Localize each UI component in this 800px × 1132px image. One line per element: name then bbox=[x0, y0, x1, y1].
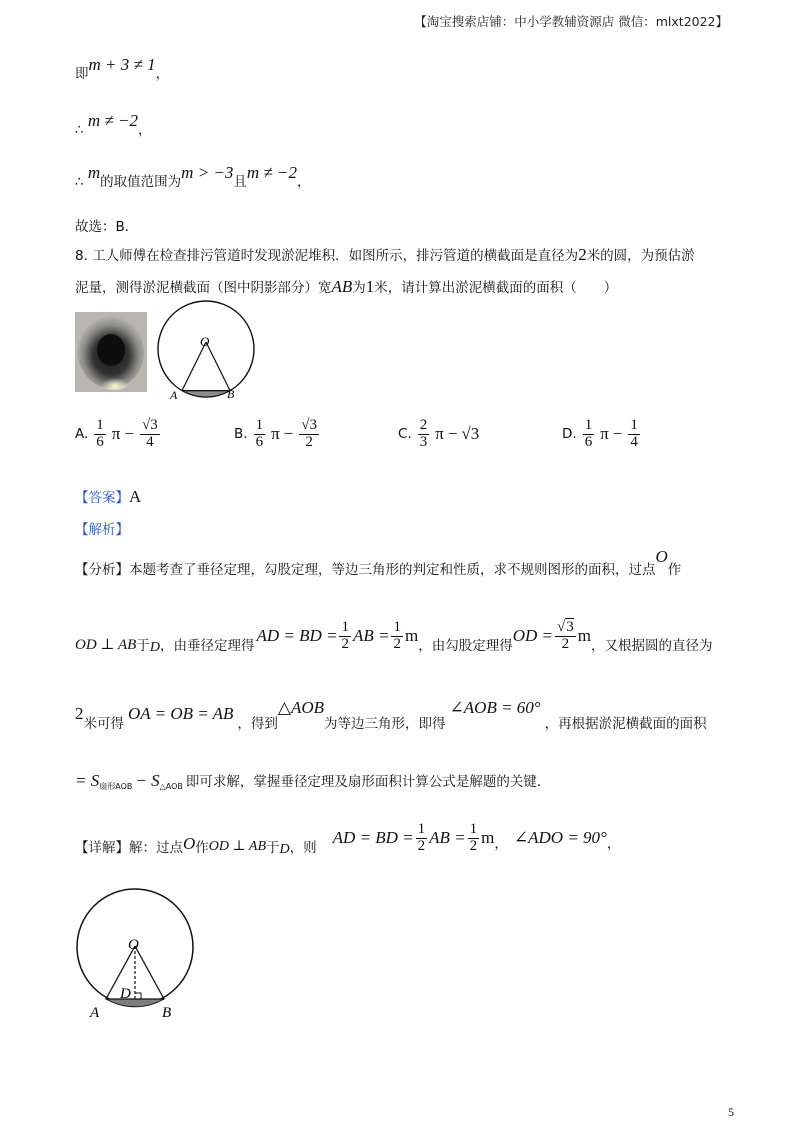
pipe-photo bbox=[75, 312, 147, 392]
prev-line-1: 即m + 3 ≠ 1， bbox=[75, 55, 170, 82]
analysis-line-4: = S 扇形AOB − S △AOB 即可求解，掌握垂径定理及扇形面积计算公式是解题的关键． bbox=[75, 771, 551, 791]
analysis-tag: 【解析】 bbox=[75, 522, 129, 538]
option-a[interactable]: A. $\frac{1}{6}$ π − $\frac{√3}{4}$ bbox=[75, 417, 158, 450]
analysis-line-3: 2 米可得 OA = OB = AB ，得到 △AOB 为等边三角形，即得 ∠AOB = 60° ，再根据淤泥横截面的面积 bbox=[75, 698, 707, 732]
question-line-1: 8. 工人师傅在检查排污管道时发现淤泥堆积．如图所示，排污管道的横截面是直径为2米的圆，为预估淤 bbox=[75, 245, 695, 264]
fig1-label-b: B bbox=[227, 387, 235, 401]
answer-line: 【答案】A bbox=[75, 487, 142, 506]
question-line-2: 泥量，测得淤泥横截面（图中阴影部分）宽AB为1米，请计算出淤泥横截面的面积（ ） bbox=[75, 277, 618, 296]
fig2-label-a: A bbox=[90, 1005, 100, 1021]
option-c[interactable]: C. $\frac{2}{3}$ π − √3 bbox=[398, 417, 480, 450]
prev-line-3: ∴ m的取值范围为m > −3且m ≠ −2， bbox=[75, 163, 311, 190]
fig2-label-o: O bbox=[128, 937, 139, 953]
circle-figure-1 bbox=[155, 298, 257, 404]
fig2-label-b: B bbox=[162, 1005, 172, 1021]
analysis-line-1: 【分析】本题考查了垂径定理，勾股定理，等边三角形的判定和性质，求不规则图形的面积，过点O作 bbox=[75, 547, 682, 578]
analysis-line-2: OD ⊥ AB 于 D ，由垂径定理得 AD = BD = $\frac{1}{2}$ AB = $\frac{1}{2}$ m ，由勾股定理得 OD = $\frac{√3}{2}$ m ，又根据圆的直径为 bbox=[75, 619, 713, 656]
prev-answer: 故选：B． bbox=[75, 219, 139, 235]
fig2-label-d: D bbox=[120, 986, 131, 1002]
detail-line: 【详解】解：过点 O 作 OD ⊥ AB 于 D ，则 AD = BD = $\frac{1}{2}$ AB = $\frac{1}{2}$ m ， ∠ADO = 90° ， bbox=[75, 821, 621, 858]
option-b[interactable]: B. $\frac{1}{6}$ π − $\frac{√3}{2}$ bbox=[234, 417, 317, 450]
fig1-label-a: A bbox=[170, 388, 178, 402]
prev-line-2: ∴ m ≠ −2， bbox=[75, 111, 152, 138]
page-number: 5 bbox=[728, 1105, 734, 1119]
circle-figure-2 bbox=[70, 886, 200, 1026]
option-d[interactable]: D. $\frac{1}{6}$ π − $\frac{1}{4}$ bbox=[562, 417, 638, 450]
page-header: 【淘宝搜索店铺：中小学教辅资源店 微信：mlxt2022】 bbox=[414, 14, 728, 29]
fig1-label-o: O bbox=[200, 334, 210, 349]
